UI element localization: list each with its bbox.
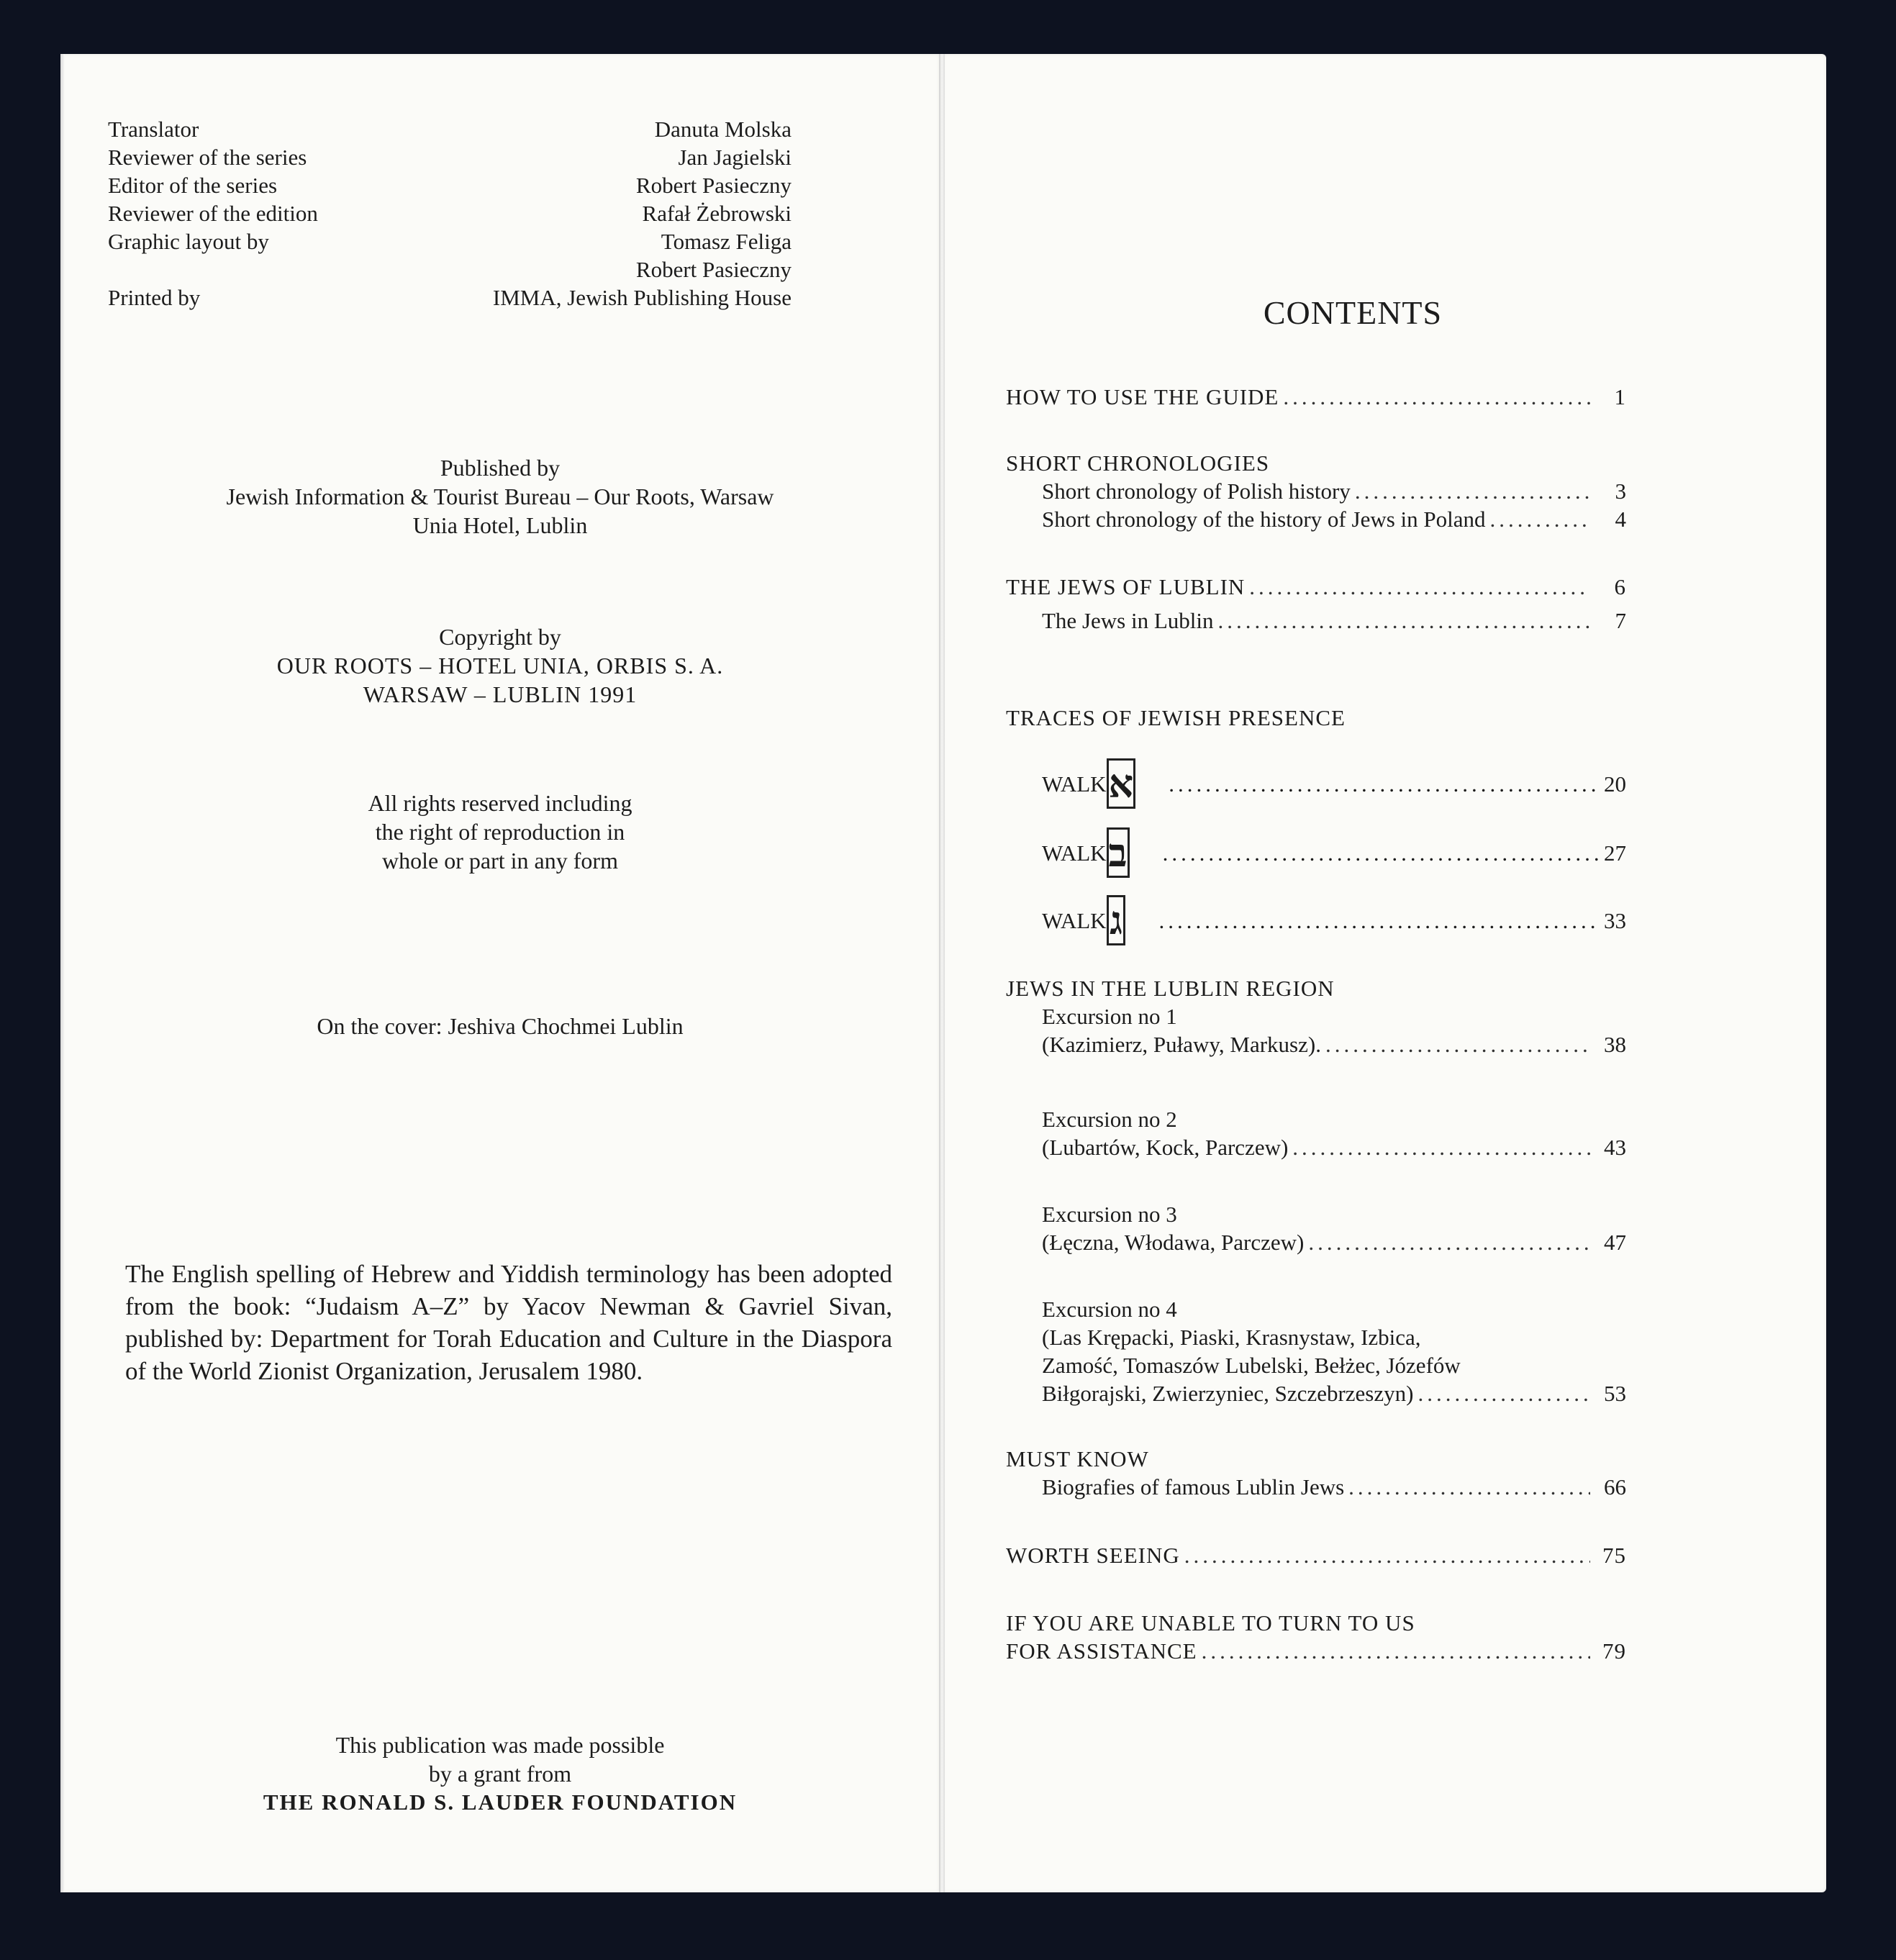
toc-dots	[1490, 505, 1590, 533]
toc-heading: JEWS IN THE LUBLIN REGION	[1006, 976, 1335, 1001]
toc-page: 38	[1604, 1032, 1626, 1057]
credit-row	[108, 199, 791, 227]
hebrew-letter-gimel-icon: ג	[1107, 895, 1126, 945]
toc-page: 75	[1602, 1543, 1626, 1568]
page-edge	[60, 54, 65, 1892]
toc-region	[1006, 974, 1626, 1058]
toc-dots	[1218, 607, 1591, 635]
toc-heading: TRACES OF JEWISH PRESENCE	[1006, 705, 1346, 730]
toc-walk-bet[interactable]	[1006, 827, 1626, 878]
toc-walk-gimel[interactable]	[1006, 895, 1626, 945]
toc-dots	[1292, 1133, 1590, 1161]
toc-label: Biłgorajski, Zwierzyniec, Szczebrzeszyn)	[1042, 1381, 1414, 1406]
excursion-line: (Las Krępacki, Piaski, Krasnystaw, Izbica,	[1042, 1325, 1421, 1350]
toc-entry[interactable]	[1006, 1379, 1626, 1407]
toc-page: 20	[1604, 771, 1626, 797]
credits-block	[108, 115, 791, 312]
credit-row	[108, 143, 791, 171]
credit-role: Graphic layout by	[108, 229, 269, 254]
toc-page: 7	[1615, 608, 1626, 633]
copyright-line: Copyright by	[439, 624, 561, 650]
toc-heading: IF YOU ARE UNABLE TO TURN TO US	[1006, 1610, 1415, 1635]
toc-label: (Kazimierz, Puławy, Markusz).	[1042, 1032, 1321, 1057]
toc-label: WORTH SEEING	[1006, 1543, 1180, 1568]
credit-name: Jan Jagielski	[678, 145, 791, 170]
walk-label: WALK	[1042, 840, 1107, 866]
toc-label: Short chronology of Polish history	[1042, 478, 1351, 504]
toc-page: 33	[1604, 907, 1626, 933]
credit-name: Tomasz Feliga	[661, 229, 791, 254]
toc-walk-alef[interactable]	[1006, 758, 1626, 809]
toc-label: FOR ASSISTANCE	[1006, 1638, 1197, 1664]
toc-entry[interactable]	[1006, 573, 1626, 601]
toc-dots	[1184, 1541, 1590, 1569]
credit-role: Editor of the series	[108, 173, 278, 198]
excursion-title: Excursion no 1	[1042, 1004, 1177, 1029]
toc-page: 79	[1602, 1638, 1626, 1664]
toc-dots	[1348, 1473, 1590, 1501]
credit-row	[108, 255, 791, 283]
excursion-title: Excursion no 4	[1042, 1297, 1177, 1322]
credit-row	[108, 227, 791, 255]
copyright-line: WARSAW – LUBLIN 1991	[363, 681, 638, 707]
toc-page: 6	[1614, 574, 1626, 599]
toc-entry[interactable]	[1006, 505, 1626, 533]
copyright-line: OUR ROOTS – HOTEL UNIA, ORBIS S. A.	[276, 653, 724, 679]
toc-dots	[1249, 573, 1590, 601]
walk-label: WALK	[1042, 907, 1107, 933]
toc-entry[interactable]	[1006, 1133, 1626, 1161]
toc-short-chronologies	[1006, 449, 1626, 533]
credit-row	[108, 283, 791, 312]
toc-label: (Łęczna, Włodawa, Parczew)	[1042, 1230, 1305, 1255]
credit-role: Reviewer of the series	[108, 145, 307, 170]
grant-block	[60, 1730, 940, 1817]
toc-dots	[1355, 477, 1590, 505]
contents-title: CONTENTS	[1263, 294, 1443, 331]
rights-line: the right of reproduction in	[375, 819, 625, 845]
walk-label: WALK	[1042, 771, 1107, 797]
credit-name: Danuta Molska	[654, 117, 791, 142]
credit-name: Robert Pasieczny	[635, 257, 791, 282]
toc-dots	[1308, 1228, 1590, 1256]
toc-page: 47	[1604, 1230, 1626, 1255]
toc-label: The Jews in Lublin	[1042, 608, 1214, 633]
credit-role: Reviewer of the edition	[108, 201, 318, 226]
toc-entry[interactable]	[1006, 1228, 1626, 1256]
toc-dots	[1283, 383, 1590, 411]
toc-excursion-4	[1006, 1295, 1626, 1407]
toc-walks	[1006, 758, 1626, 945]
rights-line: All rights reserved including	[368, 790, 632, 816]
toc-entry[interactable]	[1006, 1030, 1626, 1058]
grant-foundation: THE RONALD S. LAUDER FOUNDATION	[263, 1789, 738, 1815]
toc-how-to-use[interactable]	[1006, 383, 1626, 411]
credit-name: Rafał Żebrowski	[642, 201, 791, 226]
published-line: Published by	[440, 455, 561, 481]
excursion-title: Excursion no 2	[1042, 1107, 1177, 1132]
grant-line: by a grant from	[428, 1761, 572, 1787]
toc-traces	[1006, 704, 1626, 732]
toc-page: 53	[1604, 1381, 1626, 1406]
published-line: Unia Hotel, Lublin	[412, 512, 588, 538]
toc-entry[interactable]	[1006, 477, 1626, 505]
toc-excursion-3	[1006, 1200, 1626, 1256]
toc-entry[interactable]	[1006, 1541, 1626, 1569]
published-line: Jewish Information & Tourist Bureau – Our Roots, Warsaw	[226, 484, 774, 509]
toc-unable	[1006, 1609, 1626, 1665]
cover-note	[60, 1012, 940, 1040]
credit-name: IMMA, Jewish Publishing House	[492, 285, 791, 310]
credit-name: Robert Pasieczny	[635, 173, 791, 198]
left-page	[60, 54, 940, 1892]
toc-label: Biografies of famous Lublin Jews	[1042, 1474, 1345, 1500]
toc-heading: SHORT CHRONOLOGIES	[1006, 450, 1270, 476]
credit-role: Printed by	[108, 285, 201, 310]
credit-row	[108, 115, 791, 143]
toc-label: Short chronology of the history of Jews in Poland	[1042, 507, 1486, 532]
copyright-block	[60, 622, 940, 709]
toc-dots	[1202, 1637, 1590, 1665]
toc-page: 43	[1604, 1135, 1626, 1160]
toc-must-know	[1006, 1445, 1626, 1501]
rights-line: whole or part in any form	[382, 848, 618, 874]
toc-label: (Lubartów, Kock, Parczew)	[1042, 1135, 1289, 1160]
published-by-block	[60, 453, 940, 540]
toc-dots	[1418, 1379, 1590, 1407]
toc-dots	[1325, 1030, 1590, 1058]
toc-heading: MUST KNOW	[1006, 1446, 1149, 1471]
toc-worth-seeing	[1006, 1541, 1626, 1569]
toc-page: 4	[1615, 507, 1626, 532]
toc-page: 3	[1615, 478, 1626, 504]
toc-entry[interactable]	[1006, 607, 1626, 635]
cover-line: On the cover: Jeshiva Chochmei Lublin	[317, 1013, 684, 1039]
toc-entry[interactable]	[1006, 1473, 1626, 1501]
credit-role: Translator	[108, 117, 199, 142]
excursion-line: Zamość, Tomaszów Lubelski, Bełżec, Józefów	[1042, 1353, 1461, 1378]
toc-page: 66	[1604, 1474, 1626, 1500]
grant-line: This publication was made possible	[335, 1732, 665, 1758]
toc-label: HOW TO USE THE GUIDE	[1006, 384, 1279, 409]
hebrew-letter-bet-icon: ב	[1107, 827, 1130, 878]
toc-dots	[1169, 770, 1600, 798]
toc-excursion-2	[1006, 1105, 1626, 1161]
toc-dots	[1158, 907, 1600, 935]
toc-label: THE JEWS OF LUBLIN	[1006, 574, 1246, 599]
toc-jews-of-lublin	[1006, 573, 1626, 635]
rights-block	[60, 789, 940, 875]
toc-entry[interactable]	[1006, 1637, 1626, 1665]
hebrew-letter-alef-icon: א	[1107, 758, 1136, 809]
toc-page: 27	[1604, 840, 1626, 866]
toc-page: 1	[1614, 384, 1626, 409]
toc-dots	[1163, 839, 1600, 867]
spelling-note: The English spelling of Hebrew and Yiddish terminology has been adopted from the book: “Judaism A–Z” by Yacov Newman & Gavriel Sivan, published by: Department for Torah Education and Culture in the Diaspora of the World Zionist Organization, Jerusalem 1980.	[125, 1260, 892, 1385]
excursion-title: Excursion no 3	[1042, 1202, 1177, 1227]
credit-row	[108, 171, 791, 199]
